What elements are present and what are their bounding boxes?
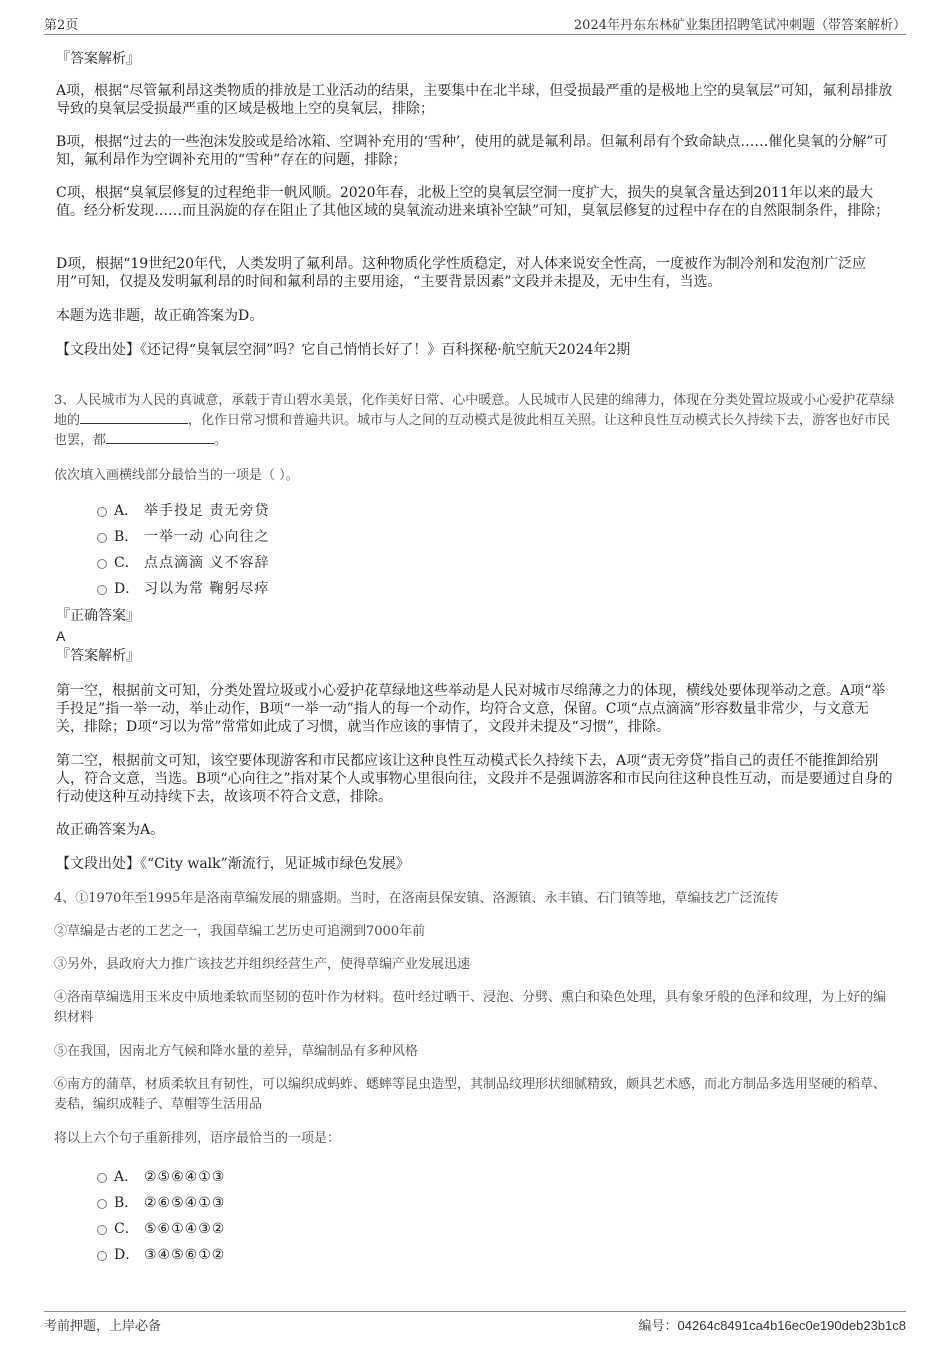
option-text: 一举一动 心向往之 bbox=[144, 529, 270, 545]
option-text: 习以为常 鞠躬尽瘁 bbox=[144, 581, 270, 597]
q3-source: 【文段出处】《“City walk”渐流行，见证城市绿色发展》 bbox=[56, 856, 410, 872]
q4-option-d[interactable] bbox=[56, 1244, 456, 1270]
page-header bbox=[44, 14, 906, 35]
q3-analysis-1: 第一空，根据前文可知，分类处置垃圾或小心爱护花草绿地这些举动是人民对城市尽绵薄之力的体现，横线处要体现举动之意。A项“举手投足”指一举一动，举止动作，B项“一举一动”指人的每一个动作，均符合文意，保留。C项“点点滴滴”形容数量非常少，与文意无关，排除；D项“习以为常”常常如此成了习惯，就当作应该的事情了，文段并未提及“习惯”，排除。 bbox=[56, 683, 886, 735]
option-text: ⑤⑥①④③② bbox=[144, 1221, 226, 1237]
q4-sentence-5: ⑤在我国，因南北方气候和降水量的差异，草编制品有多种风格 bbox=[54, 1044, 419, 1059]
radio-icon[interactable] bbox=[97, 1251, 107, 1261]
q3-options bbox=[56, 500, 456, 604]
radio-icon[interactable] bbox=[97, 507, 107, 517]
q2-analysis-c: C项，根据“臭氧层修复的过程绝非一帆风顺。2020年春，北极上空的臭氧层空洞一度扩大，损失的臭氧含量达到2011年以来的最大值。经分析发现……而且涡旋的存在阻止了其他区域的臭氧流动进来填补空缺”可知，臭氧层修复的过程中存在的自然限制条件，排除； bbox=[56, 185, 890, 219]
q3-correct-value: A bbox=[56, 628, 66, 644]
q3-option-a[interactable] bbox=[56, 500, 456, 526]
q4-sentence-2: ②草编是古老的工艺之一，我国草编工艺历史可追溯到7000年前 bbox=[54, 924, 426, 939]
q3-stem-part2: ，化作日常习惯和普遍共识。城市与人之间的互动模式是彼此相互关照。让这种良性互动模式长久持续下去，游客也好市民也罢，都 bbox=[54, 413, 891, 448]
option-letter: D． bbox=[114, 581, 140, 597]
page-number: 第2页 bbox=[44, 18, 79, 33]
footer-slogan: 考前押题，上岸必备 bbox=[44, 1319, 162, 1334]
option-letter: B． bbox=[114, 1195, 139, 1211]
radio-icon[interactable] bbox=[97, 1225, 107, 1235]
code-value: 04264c8491ca4b16ec0e190deb23b1c8 bbox=[677, 1318, 906, 1333]
option-letter: D． bbox=[114, 1247, 140, 1263]
q3-option-b[interactable] bbox=[56, 526, 456, 552]
q3-option-c[interactable] bbox=[56, 552, 456, 578]
q3-stem-part1: 3、人民城市为人民的真诚意，承载于青山碧水美景，化作美好日常、心中暖意。人民城市人民建的绵薄力，体现在分类处置垃圾或小心爱护花草绿地的 bbox=[54, 393, 895, 428]
document-title: 2024年丹东东林矿业集团招聘笔试冲刺题（带答案解析） bbox=[573, 18, 906, 33]
radio-icon[interactable] bbox=[97, 559, 107, 569]
q4-sentence-3: ③另外，县政府大力推广该技艺并组织经营生产，使得草编产业发展迅速 bbox=[54, 957, 471, 972]
option-text: 点点滴滴 义不容辞 bbox=[144, 555, 270, 571]
q3-stem-part3: 。 bbox=[214, 433, 228, 448]
q3-correct-label: 『正确答案』 bbox=[56, 608, 140, 624]
option-letter: A． bbox=[114, 503, 139, 519]
q2-analysis-b: B项，根据“过去的一些泡沫发胶或是给冰箱、空调补充用的‘雪种’，使用的就是氟利昂。但氟利昂有个致命缺点……催化臭氧的分解”可知，氟利昂作为空调补充用的“雪种”存在的问题，排除； bbox=[56, 134, 888, 168]
option-letter: A． bbox=[114, 1169, 139, 1185]
radio-icon[interactable] bbox=[97, 1199, 107, 1209]
q3-conclusion: 故正确答案为A。 bbox=[56, 822, 165, 838]
q4-option-b[interactable] bbox=[56, 1192, 456, 1218]
option-letter: C． bbox=[114, 555, 139, 571]
q3-blank-1 bbox=[80, 411, 188, 424]
option-text: ③④⑤⑥①② bbox=[144, 1247, 226, 1263]
option-letter: C． bbox=[114, 1221, 139, 1237]
q4-option-c[interactable] bbox=[56, 1218, 456, 1244]
page-footer bbox=[44, 1311, 906, 1336]
q4-sentence-1: 4、①1970年至1995年是洛南草编发展的鼎盛期。当时，在洛南县保安镇、洛源镇、永丰镇、石门镇等地，草编技艺广泛流传 bbox=[54, 891, 779, 906]
q4-sentence-6: ⑥南方的蒲草，材质柔软且有韧性，可以编织成蚂蚱、蟋蟀等昆虫造型，其制品纹理形状细腻精致，颇具艺术感，而北方制品多选用坚硬的稻草、麦秸，编织成鞋子、草帽等生活用品 bbox=[54, 1077, 887, 1112]
option-text: ②⑤⑥④①③ bbox=[144, 1169, 226, 1185]
radio-icon[interactable] bbox=[97, 585, 107, 595]
q3-blank-2 bbox=[106, 431, 214, 444]
q2-analysis-a: A项，根据“尽管氟利昂这类物质的排放是工业活动的结果，主要集中在北半球，但受损最严重的是极地上空的臭氧层”可知，氟利昂排放导致的臭氧层受损最严重的区域是极地上空的臭氧层，排除； bbox=[56, 83, 893, 117]
q4-sentence-4: ④洛南草编选用玉米皮中质地柔软而坚韧的苞叶作为材料。苞叶经过晒干、浸泡、分劈、熏白和染色处理，具有象牙般的色泽和纹理，为上好的编织材料 bbox=[54, 990, 887, 1025]
radio-icon[interactable] bbox=[97, 533, 107, 543]
code-label: 编号： bbox=[638, 1319, 678, 1334]
q2-analysis-d: D项，根据“19世纪20年代，人类发明了氟利昂。这种物质化学性质稳定，对人体来说安全性高，一度被作为制冷剂和发泡剂广泛应用”可知，仅提及发明氟利昂的时间和氟利昂的主要用途，“主要背景因素”文段并未提及，无中生有，当选。 bbox=[56, 256, 867, 290]
document-code bbox=[639, 1315, 906, 1334]
q3-stem bbox=[54, 391, 896, 451]
q2-analysis-label: 『答案解析』 bbox=[56, 51, 140, 67]
q4-prompt: 将以上六个句子重新排列，语序最恰当的一项是： bbox=[54, 1131, 341, 1146]
q3-prompt: 依次填入画横线部分最恰当的一项是（ ）。 bbox=[54, 468, 299, 483]
radio-icon[interactable] bbox=[97, 1173, 107, 1183]
q3-analysis-label: 『答案解析』 bbox=[56, 648, 140, 664]
q3-option-d[interactable] bbox=[56, 578, 456, 604]
q3-analysis-2: 第二空，根据前文可知，该空要体现游客和市民都应该让这种良性互动模式长久持续下去，A项“责无旁贷”指自己的责任不能推卸给别人，符合文意，当选。B项“心向往之”指对某个人或事物心里很向往，文段并不是强调游客和市民向往这种良性互动，而是要通过自身的行动使这种互动持续下去，故该项不符合文意，排除。 bbox=[56, 753, 893, 805]
q4-option-a[interactable] bbox=[56, 1166, 456, 1192]
q2-conclusion: 本题为选非题，故正确答案为D。 bbox=[56, 308, 264, 324]
q4-options bbox=[56, 1166, 456, 1270]
q2-source: 【文段出处】《还记得“臭氧层空洞”吗？它自己悄悄长好了！》百科探秘·航空航天2024年2期 bbox=[56, 342, 631, 358]
option-text: 举手投足 责无旁贷 bbox=[144, 503, 270, 519]
option-text: ②⑥⑤④①③ bbox=[144, 1195, 226, 1211]
option-letter: B． bbox=[114, 529, 139, 545]
